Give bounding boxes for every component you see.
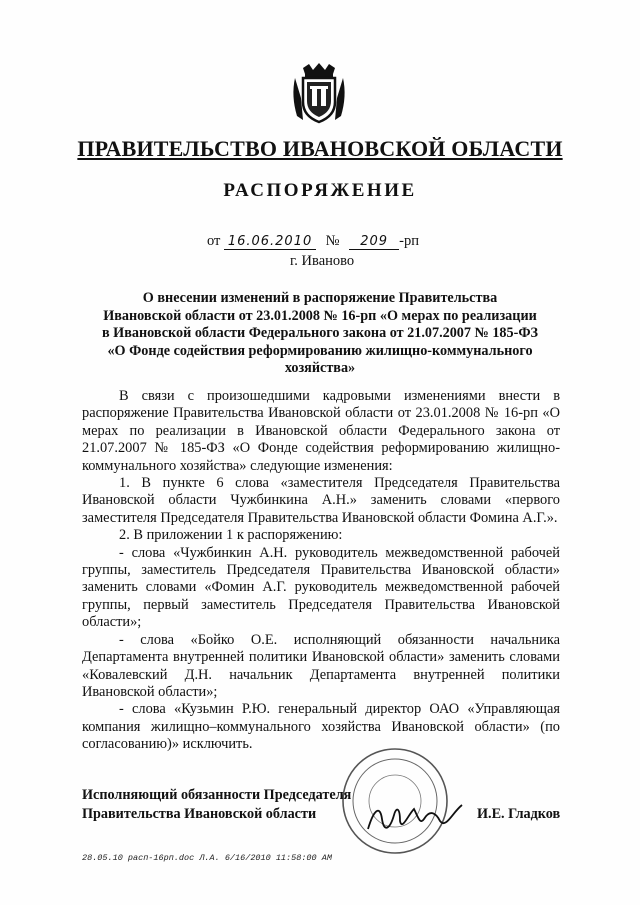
- file-footer: 28.05.10 расп-16рп.doc Л.А. 6/16/2010 11:58:00 AM: [82, 853, 332, 863]
- heading-line: хозяйства»: [284, 360, 356, 377]
- document-date: 16.06.2010: [224, 235, 316, 250]
- organization-title: ПРАВИТЕЛЬСТВО ИВАНОВСКОЙ ОБЛАСТИ: [77, 136, 563, 161]
- document-type: РАСПОРЯЖЕНИЕ: [223, 180, 417, 201]
- heading-line: «О Фонде содействия реформированию жилищно-коммунального: [107, 342, 533, 359]
- body-paragraph: - слова «Кузьмин Р.Ю. генеральный директор ОАО «Управляющая компания жилищно–коммунального хозяйства Ивановской области» (по согласованию)» исключить.: [82, 701, 560, 753]
- body-paragraph: В связи с произошедшими кадровыми изменениями внести в распоряжение Правительства Ивановской области от 23.01.2008 № 16-рп «О мерах по реализации в Ивановской области Федерального закона от 21.07.2007 № 185-ФЗ «О Фонде содействия реформированию жилищно-коммунального хозяйства» следующие изменения:: [82, 388, 560, 474]
- document-number-line: [207, 233, 419, 250]
- signatory-position-line: Правительства Ивановской области: [82, 806, 317, 822]
- number-suffix: -рп: [399, 233, 419, 249]
- document-number: 209: [349, 235, 399, 250]
- signatory-name: И.Е. Гладков: [477, 806, 561, 822]
- heading-line: Ивановской области от 23.01.2008 № 16-рп «О мерах по реализации: [103, 307, 537, 324]
- date-prefix: от: [207, 233, 221, 249]
- body-paragraph: 2. В приложении 1 к распоряжению:: [119, 527, 343, 544]
- document-body: [82, 388, 560, 754]
- heading-line: О внесении изменений в распоряжение Правительства: [142, 290, 498, 306]
- heading-line: в Ивановской области Федерального закона от 21.07.2007 № 185-ФЗ: [101, 325, 539, 342]
- city: г. Иваново: [290, 253, 355, 269]
- body-paragraph: - слова «Бойко О.Е. исполняющий обязанности начальника Департамента внутренней политики Ивановской области» заменить словами «Ковалевский Д.Н. начальник Департамента внутренней политики Ивановской области»;: [82, 631, 560, 700]
- body-paragraph: 1. В пункте 6 слова «заместителя Председателя Правительства Ивановской области Чужбинкина А.Н.» заменить словами «первого заместителя Председателя Правительства Ивановской области Фомина А.Г.».: [82, 475, 560, 526]
- coat-of-arms-icon: [291, 62, 347, 124]
- document-heading: [80, 290, 560, 378]
- number-prefix: №: [325, 233, 340, 249]
- body-paragraph: - слова «Чужбинкин А.Н. руководитель межведомственной рабочей группы, заместитель Председателя Правительства Ивановской области» заменить словами «Фомин А.Г. руководитель межведомственной рабочей группы, первый заместитель Председателя Правительства Ивановской области»;: [82, 544, 560, 631]
- signatory-position-line: Исполняющий обязанности Председателя: [82, 787, 352, 803]
